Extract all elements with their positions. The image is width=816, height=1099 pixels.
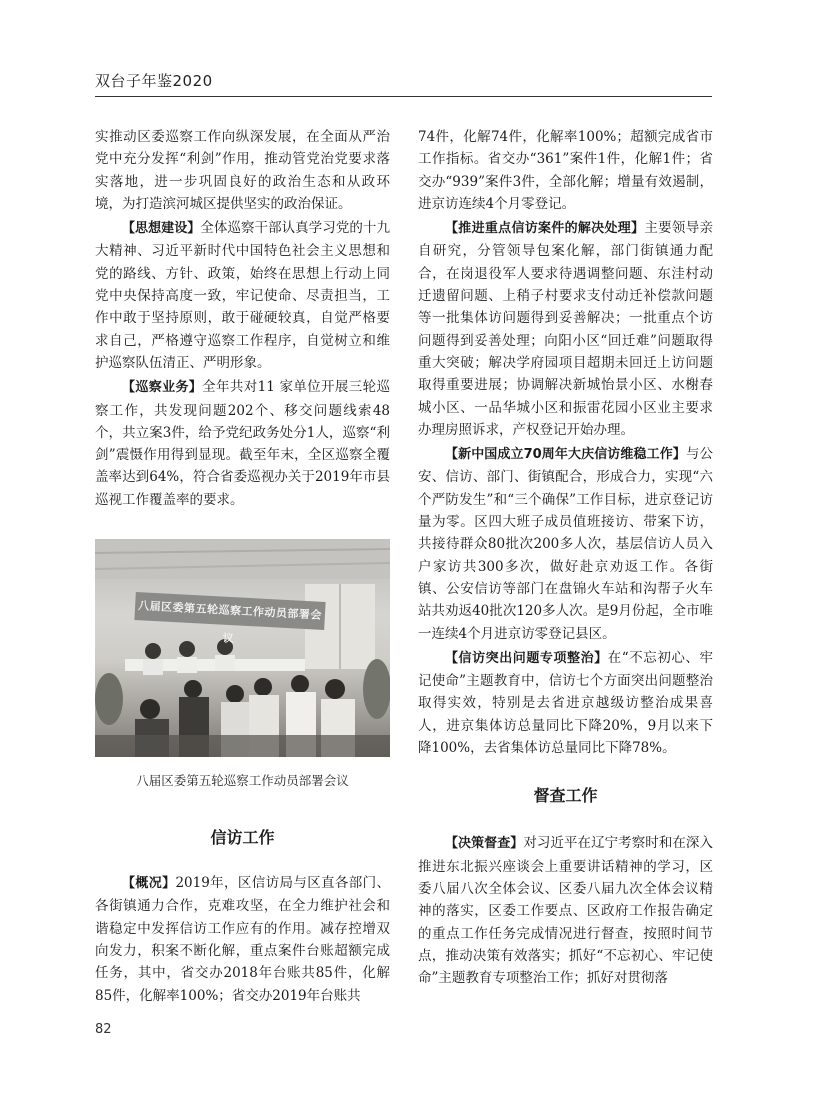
anniversary-stability-label: 【新中国成立70周年大庆信访维稳工作】: [445, 447, 686, 463]
anniversary-stability-paragraph: [418, 443, 713, 645]
thought-building-text: 全体巡察干部认真学习党的十九大精神、习近平新时代中国特色社会主义思想和党的路线、方针、政策，始终在思想上行动上同党中央保持高度一致，牢记使命、尽责担当，工作中敢于坚持原则，敢于碰硬较真，自觉严格要求自己，严格遵守巡察工作程序，自觉树立和维护巡察队伍清正、严明形象。: [95, 220, 390, 371]
key-cases-paragraph: [418, 217, 713, 441]
overview-text: 2019年，区信访局与区直各部门、各街镇通力合作，克难攻坚，在全力维护社会和谐稳定中发挥信访工作应有的作用。减存控增双向发力，积案不断化解，重点案件台账超额完成任务，其中，省交办2018年台账共85件，化解85件，化解率100%；省交办2019年台账共: [95, 875, 390, 1004]
key-cases-label: 【推进重点信访案件的解决处理】: [445, 221, 645, 237]
decision-supervision-label: 【决策督查】: [445, 836, 524, 852]
intro-paragraph: 实推动区委巡察工作向纵深发展，在全面从严治党中充分发挥“利剑”作用，推动管党治党要求落实落地，进一步巩固良好的政治生态和从政环境，为打造滨河城区提供坚实的政治保证。: [95, 129, 390, 212]
special-rectification-paragraph: [418, 647, 713, 759]
thought-building-label: 【思想建设】: [122, 221, 201, 237]
overview-paragraph: [95, 872, 390, 1007]
overview-label: 【概况】: [122, 876, 176, 892]
photo-caption: 八届区委第五轮巡察工作动员部署会议: [136, 773, 349, 789]
running-header-title: 双台子年鉴2020: [95, 72, 213, 90]
inspection-business-label: 【巡察业务】: [122, 380, 203, 396]
anniversary-stability-text: 与公安、信访、部门、街镇配合，形成合力，实现“六个严防发生”和“三个确保”工作目标，进京登记访量为零。区四大班子成员值班接访、带案下访，共接待群众80批次200多人次，基层信访人员入户家访共300多次，做好赴京劝返工作。各街镇、公安信访等部门在盘锦火车站和沟帮子火车站共劝返40批次120多人次。是9月份起，全市唯一连续4个月进京访零登记县区。: [418, 446, 714, 642]
page-number: 82: [95, 1022, 112, 1037]
special-rectification-text: 在“不忘初心、牢记使命”主题教育中，信访七个方面突出问题整治取得实效，特别是去省进京越级访整治成果喜人，进京集体访总量同比下降20%，9月以来下降100%，去省集体访总量同比下降78%。: [418, 649, 713, 757]
right-column: [418, 126, 713, 989]
inspection-business-text: 全年共对11 家单位开展三轮巡察工作，共发现问题202个、移交问题线索48个，共立案3件，给予党纪政务处分1人，巡察“利剑”震慑作用得到显现。截至年末，全区巡察全覆盖率达到64%，符合省委巡视办关于2019年市县巡视工作覆盖率的要求。: [95, 379, 390, 508]
continued-paragraph: 74件，化解74件，化解率100%；超额完成省市工作指标。省交办“361”案件1件，化解1件；省交办“939”案件3件，全部化解；增量有效遏制，进京访连续4个月零登记。: [418, 129, 713, 212]
decision-supervision-text: 对习近平在辽宁考察时和在深入推进东北振兴座谈会上重要讲话精神的学习，区委八届八次全体会议、区委八届九次全体会议精神的落实，区委工作要点、区政府工作报告确定的重点工作任务完成情况进行督查，按照时间节点，推动决策有效落实；抓好“不忘初心、牢记使命”主题教育专项整治工作；抓好对贯彻落: [418, 835, 713, 987]
thought-building-paragraph: [95, 217, 390, 374]
special-rectification-label: 【信访突出问题专项整治】: [445, 650, 608, 666]
inspection-business-paragraph: [95, 376, 390, 511]
key-cases-text: 主要领导亲自研究，分管领导包案化解，部门街镇通力配合，在岗退役军人要求待遇调整问题、东洼村动迁遗留问题、上稍子村要求支付动迁补偿款问题等一批集体访问题得到妥善解决；一批重点个访问题得到妥善处理；向阳小区“回迁难”问题取得重大突破；解决学府园项目超期未回迁上访问题取得重要进展；协调解决新城怡景小区、水榭春城小区、一品华城小区和振雷花园小区业主要求办理房照诉求，产权登记开始办理。: [418, 220, 713, 438]
meeting-photo: [95, 539, 390, 757]
section-title-petition: 信访工作: [210, 828, 275, 848]
section-title-supervision: 督查工作: [533, 786, 598, 806]
meeting-banner: 八届区委第五轮巡察工作动员部署会议: [134, 592, 325, 630]
left-column: [95, 126, 390, 1007]
meeting-photo-scene: [95, 539, 390, 757]
decision-supervision-paragraph: [418, 832, 713, 989]
header-divider: [95, 96, 712, 97]
